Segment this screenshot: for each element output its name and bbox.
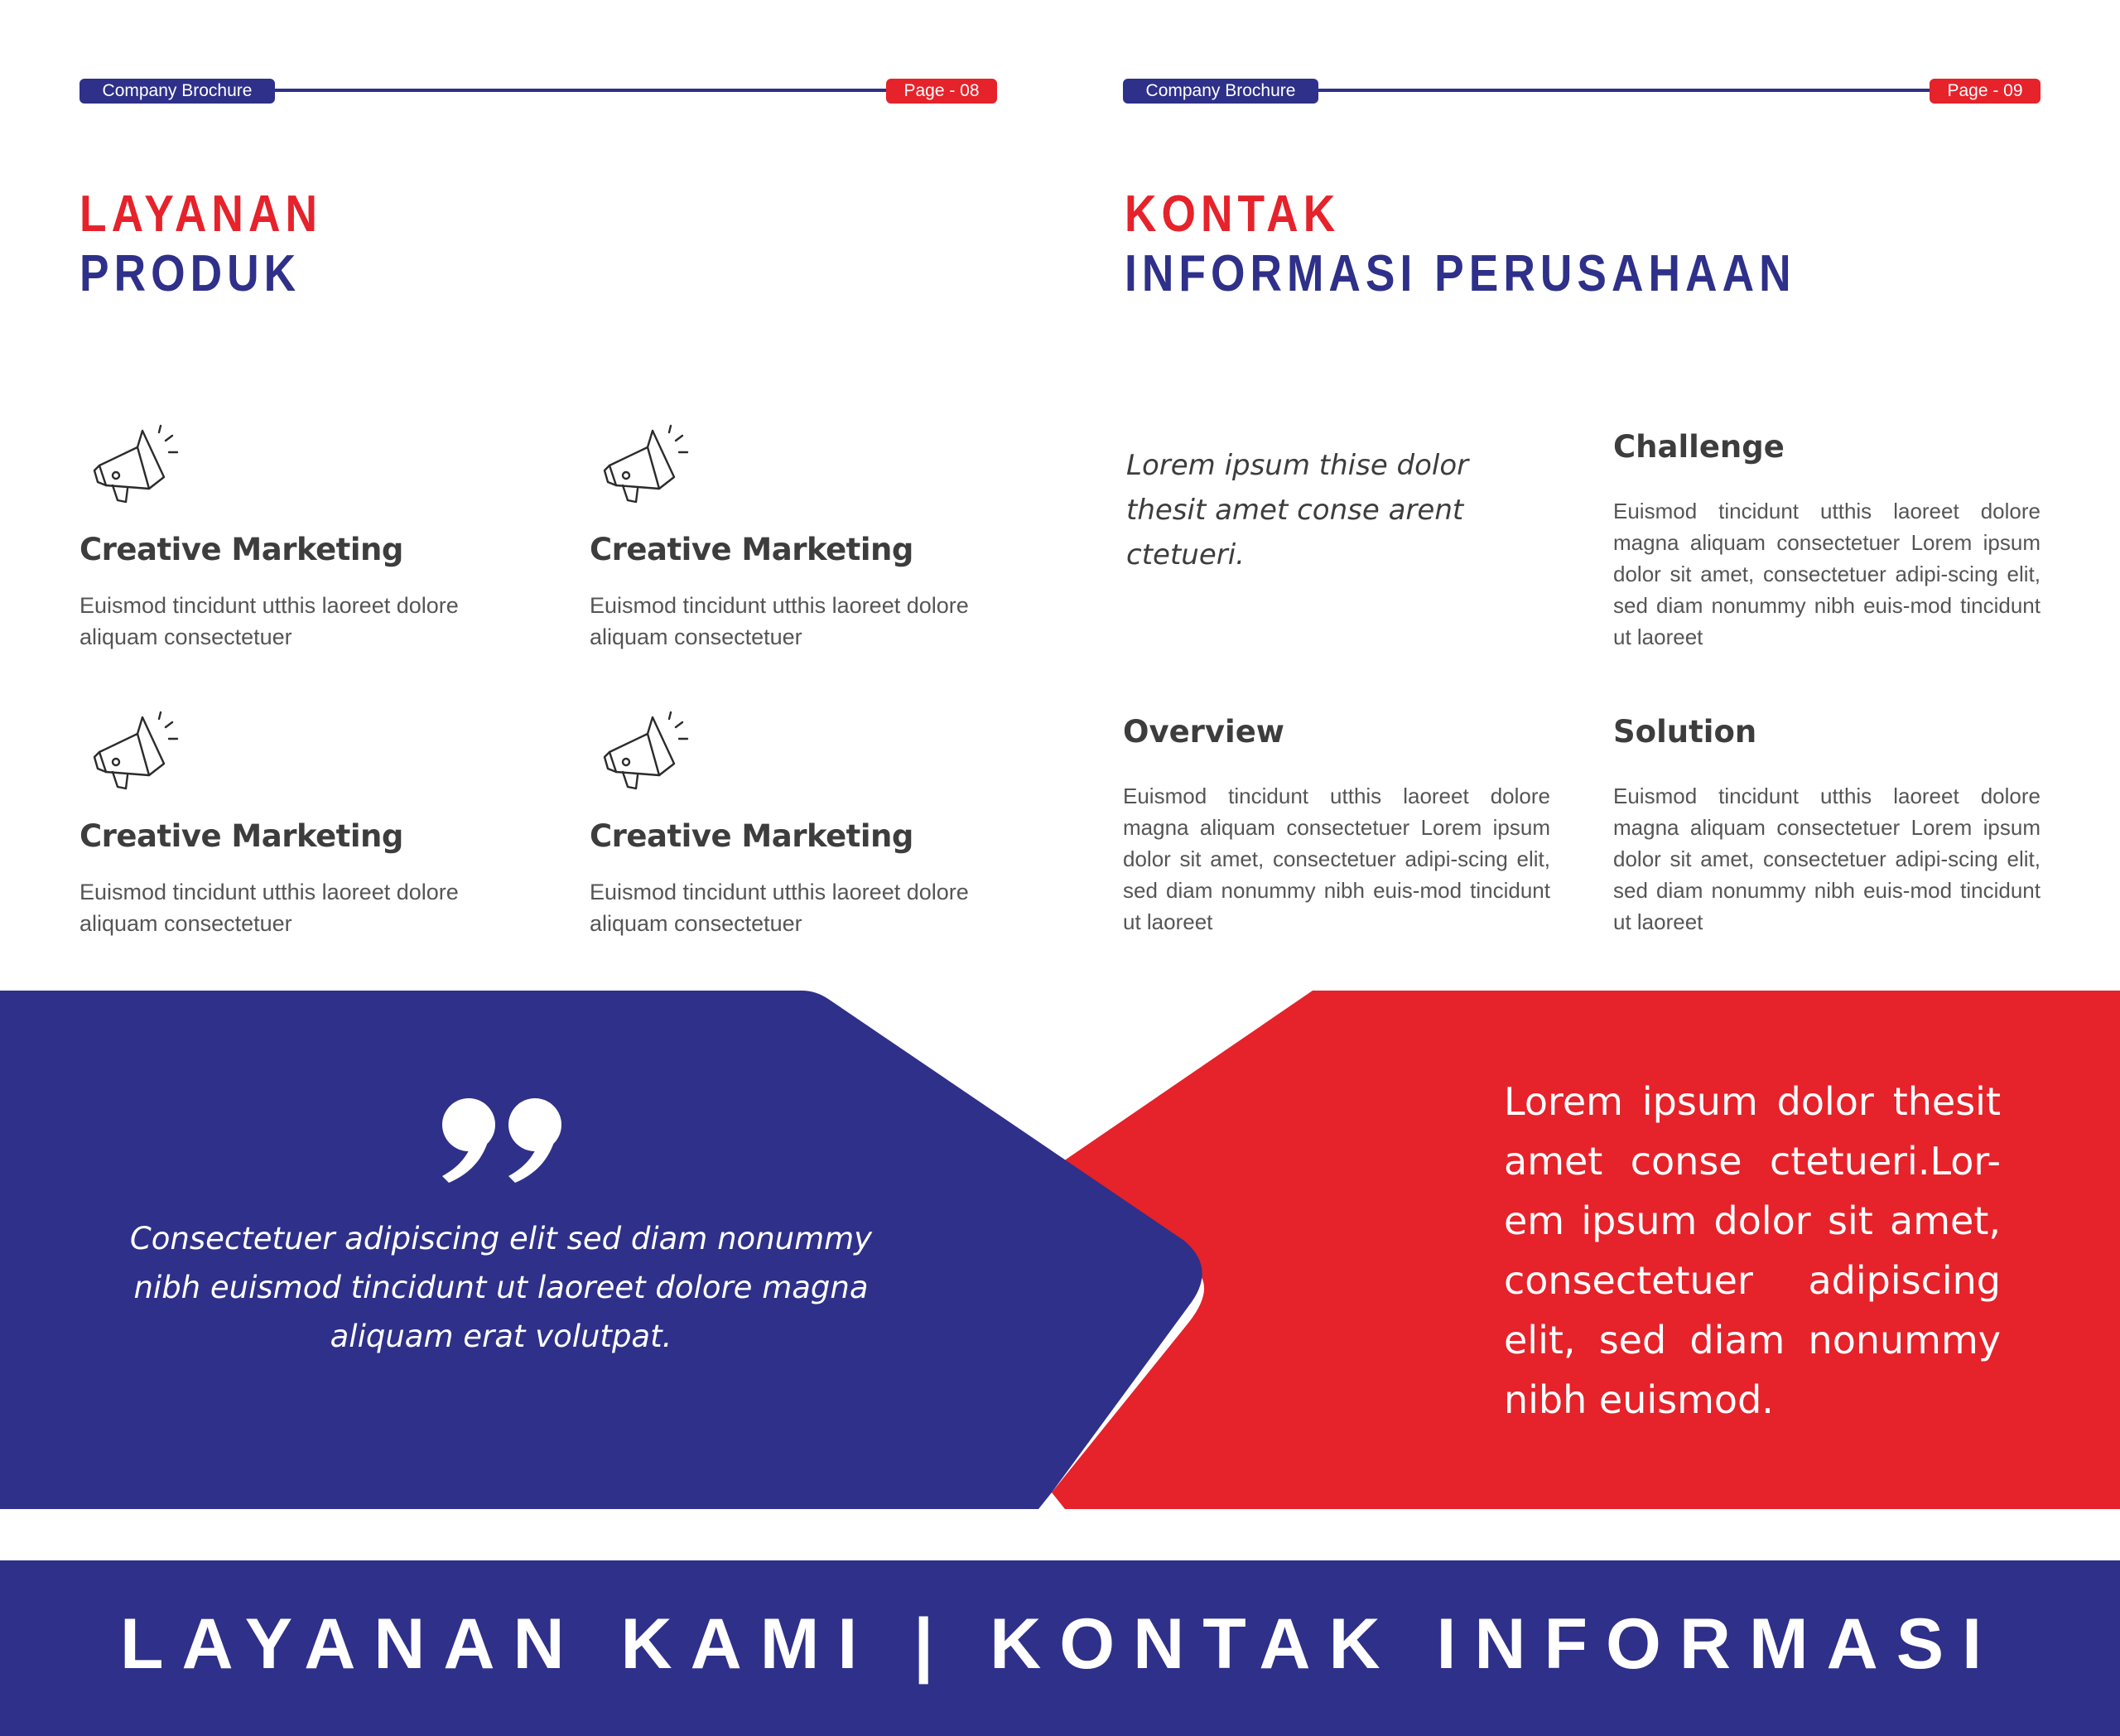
section-title-overview: Overview	[1123, 714, 1284, 750]
quote-icon	[437, 1097, 570, 1184]
megaphone-icon	[600, 422, 691, 505]
service-desc: Euismod tincidunt utthis laoreet dolore aliquam consectetuer	[80, 880, 459, 936]
banner-quote-text: Consectetuer adipiscing elit sed diam nonummy nibh euismod tincidunt ut laoreet dolore magna aliquam erat volutpat.	[129, 1221, 873, 1354]
megaphone-icon	[600, 709, 691, 792]
page-number-right: Page - 09	[1930, 79, 2040, 104]
section-body-solution: Euismod tincidunt utthis laoreet dolore magna aliquam consectetuer Lorem ipsum dolor sit amet, consectetuer adipi-scing elit, sed diam nonummy nibh euis-mod tincidunt ut laoreet	[1613, 784, 2040, 934]
brand-label-left: Company Brochure	[80, 79, 275, 104]
service-desc: Euismod tincidunt utthis laoreet dolore aliquam consectetuer	[590, 880, 969, 936]
service-title: Creative Marketing	[80, 532, 403, 567]
heading-produk: PRODUK	[80, 245, 301, 302]
service-title: Creative Marketing	[80, 818, 403, 854]
page-number-left: Page - 08	[886, 79, 997, 104]
heading-kontak: KONTAK	[1125, 186, 1341, 243]
section-title-solution: Solution	[1613, 714, 1757, 750]
megaphone-icon	[89, 422, 181, 505]
banner-red-text: Lorem ipsum dolor thesit amet conse ctetueri.Lor-em ipsum dolor sit amet, consectetuer adipiscing elit, sed diam nonummy nibh euismod.	[1504, 1079, 2001, 1422]
section-body-overview: Euismod tincidunt utthis laoreet dolore magna aliquam consectetuer Lorem ipsum dolor sit amet, consectetuer adipi-scing elit, sed diam nonummy nibh euis-mod tincidunt ut laoreet	[1123, 784, 1550, 934]
section-body-challenge: Euismod tincidunt utthis laoreet dolore magna aliquam consectetuer Lorem ipsum dolor sit amet, consectetuer adipi-scing elit, sed diam nonummy nibh euis-mod tincidunt ut laoreet	[1613, 499, 2040, 649]
footer-title: LAYANAN KAMI | KONTAK INFORMASI	[119, 1604, 2001, 1684]
section-title-challenge: Challenge	[1613, 429, 1785, 465]
service-desc: Euismod tincidunt utthis laoreet dolore aliquam consectetuer	[590, 593, 969, 649]
heading-layanan: LAYANAN	[80, 186, 323, 243]
service-title: Creative Marketing	[590, 532, 913, 567]
lead-quote: Lorem ipsum thise dolor thesit amet conse arent ctetueri.	[1126, 449, 1469, 571]
megaphone-icon	[89, 709, 181, 792]
service-desc: Euismod tincidunt utthis laoreet dolore aliquam consectetuer	[80, 593, 459, 649]
brand-label-right: Company Brochure	[1123, 79, 1318, 104]
heading-informasi-perusahaan: INFORMASI PERUSAHAAN	[1125, 245, 1796, 302]
service-title: Creative Marketing	[590, 818, 913, 854]
